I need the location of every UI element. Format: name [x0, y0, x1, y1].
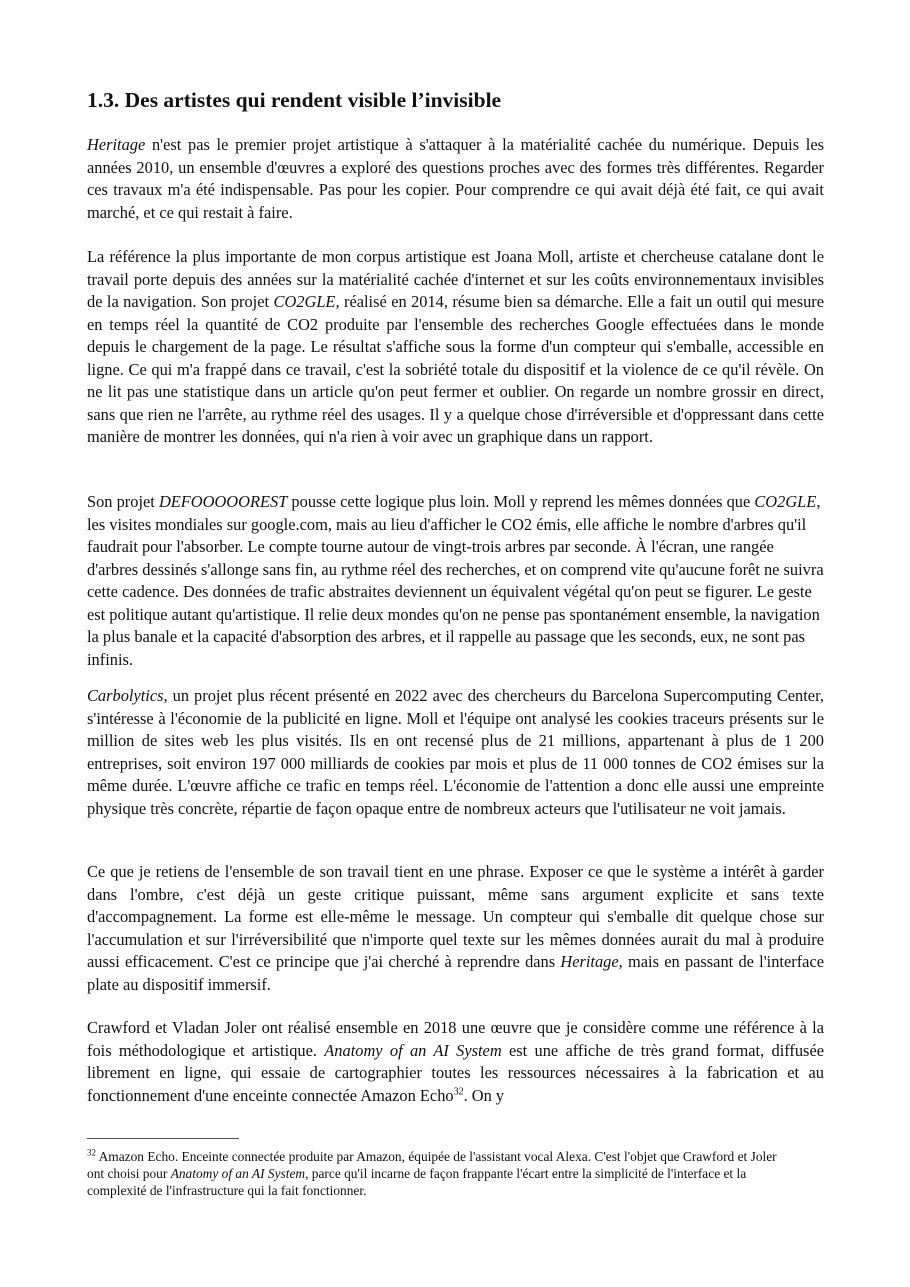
work-title: Anatomy of an AI System [170, 1166, 306, 1181]
footnote [87, 1148, 787, 1199]
work-title: CO2GLE [754, 492, 817, 511]
paragraph-text: La référence la plus importante de mon corpus artistique est Joana Moll, artiste et chercheuse catalane dont le travail porte depuis des années sur la matérialité cachée d'internet et sur les coûts environnementaux invisibles de la navigation. Son projet [87, 247, 824, 311]
paragraph-text: , réalisé en 2014, résume bien sa démarche. Elle a fait un outil qui mesure en temps réel la quantité de CO2 produite par l'ensemble des recherches Google effectuées dans le monde depuis le chargement de la page. Le résultat s'affiche sous la forme d'un compteur qui s'emballe, accessible en ligne. Ce qui m'a frappé dans ce travail, c'est la sobriété totale du dispositif et la violence de ce qu'il révèle. On ne lit pas une statistique dans un article qu'on peut fermer et oublier. On regarde un nombre grossir en direct, sans que rien ne l'arrête, au rythme réel des usages. Il y a quelque chose d'irréversible et d'oppressant dans cette manière de montrer les données, qui n'a rien à voir avec un graphique dans un rapport. [87, 292, 825, 446]
paragraph-defoooooorest [87, 491, 824, 671]
section-title: 1.3. Des artistes qui rendent visible l’invisible [87, 88, 502, 112]
paragraph-text: est une affiche de très grand format, diffusée librement en ligne, qui essaie de cartographier toutes les ressources nécessaires à la fabrication et au fonctionnement d'une enceinte connectée Amazon Echo [87, 1040, 824, 1105]
paragraph-text: . On y [463, 1085, 505, 1105]
paragraph-text: Ce que je retiens de l'ensemble de son travail tient en une phrase. Exposer ce que le système a intérêt à garder dans l'ombre, c'est déjà un geste critique puissant, même sans argument explicite et sans texte d'accompagnement. La forme est elle-même le message. Un compteur qui s'emballe dit quelque chose sur l'accumulation et sur l'irréversibilité que n'importe quel texte sur les mêmes données aurait du mal à produire aussi efficacement. C'est ce principe que j'ai cherché à reprendre dans [87, 862, 824, 971]
work-title: Heritage [560, 952, 619, 971]
footnote-divider [87, 1138, 239, 1139]
paragraph-takeaway [87, 861, 824, 996]
paragraph-text: Son projet [87, 492, 159, 511]
paragraph-carbolytics [87, 685, 824, 820]
work-title: Heritage [87, 135, 146, 154]
footnote-text: , parce qu'il incarne de façon frappante l'écart entre la simplicité de l'interface et la complexité de l'infrastructure qui la fait fonctionner. [87, 1166, 747, 1198]
paragraph-text: , un projet plus récent présenté en 2022 avec des chercheurs du Barcelona Supercomputing Center, s'intéresse à l'économie de la publicité en ligne. Moll et l'équipe ont analysé les cookies traceurs présents sur le million de sites web les plus visités. Ils en ont recensé plus de 21 millions, appartenant à plus de 1 200 entreprises, soit environ 197 000 milliards de cookies par mois et plus de 11 000 tonnes de CO2 émises sur la même durée. L'œuvre affiche ce trafic en temps réel. L'économie de l'attention a donc elle aussi une empreinte physique très concrète, répartie de façon opaque entre de nombreux acteurs que l'utilisateur ne voit jamais. [87, 686, 824, 818]
footnote-reference[interactable]: 32 [453, 1086, 464, 1098]
paragraph-joana-moll [87, 246, 824, 449]
paragraph-text: n'est pas le premier projet artistique à s'attaquer à la matérialité cachée du numérique. Depuis les années 2010, un ensemble d'œuvres a exploré des questions proches avec des formes très différentes. Regarder ces travaux m'a été indispensable. Pas pour les copier. Pour comprendre ce qui avait déjà été fait, ce qui avait marché, et ce qui restait à faire. [87, 135, 824, 222]
work-title: CO2GLE [273, 292, 336, 311]
paragraph-text: Crawford et Vladan Joler ont réalisé ensemble en 2018 une œuvre que je considère comme une référence à la fois méthodologique et artistique. [87, 1018, 824, 1060]
paragraph-heritage-intro [87, 134, 824, 224]
paragraph-text: pousse cette logique plus loin. Moll y reprend les mêmes données que [287, 492, 755, 511]
paragraph-anatomy-ai [87, 1017, 824, 1107]
work-title: DEFOOOOOREST [158, 492, 288, 511]
work-title: Anatomy of an AI System [324, 1040, 502, 1060]
paragraph-text: , mais en passant de l'interface plate au dispositif immersif. [87, 952, 824, 994]
footnote-number: 32 [87, 1147, 96, 1158]
footnote-text: Amazon Echo. Enceinte connectée produite par Amazon, équipée de l'assistant vocal Alexa. C'est l'objet que Crawford et Joler ont choisi pour [87, 1149, 777, 1181]
paragraph-text: , les visites mondiales sur google.com, mais au lieu d'afficher le CO2 émis, elle affiche le nombre d'arbres qu'il faudrait pour l'absorber. Le compte tourne autour de vingt-trois arbres par seconde. À l'écran, une rangée d'arbres dessinés s'allonge sans fin, au rythme réel des recherches, et on comprend vite qu'aucune forêt ne suivra cette cadence. Des données de trafic abstraites deviennent un équivalent végétal qu'on peut se figurer. Le geste est politique autant qu'artistique. Il relie deux mondes qu'on ne pense pas spontanément ensemble, la navigation la plus banale et la capacité d'absorption des arbres, et il rappelle au passage que les seconds, eux, ne sont pas infinis. [87, 492, 824, 669]
work-title: Carbolytics [87, 686, 164, 705]
